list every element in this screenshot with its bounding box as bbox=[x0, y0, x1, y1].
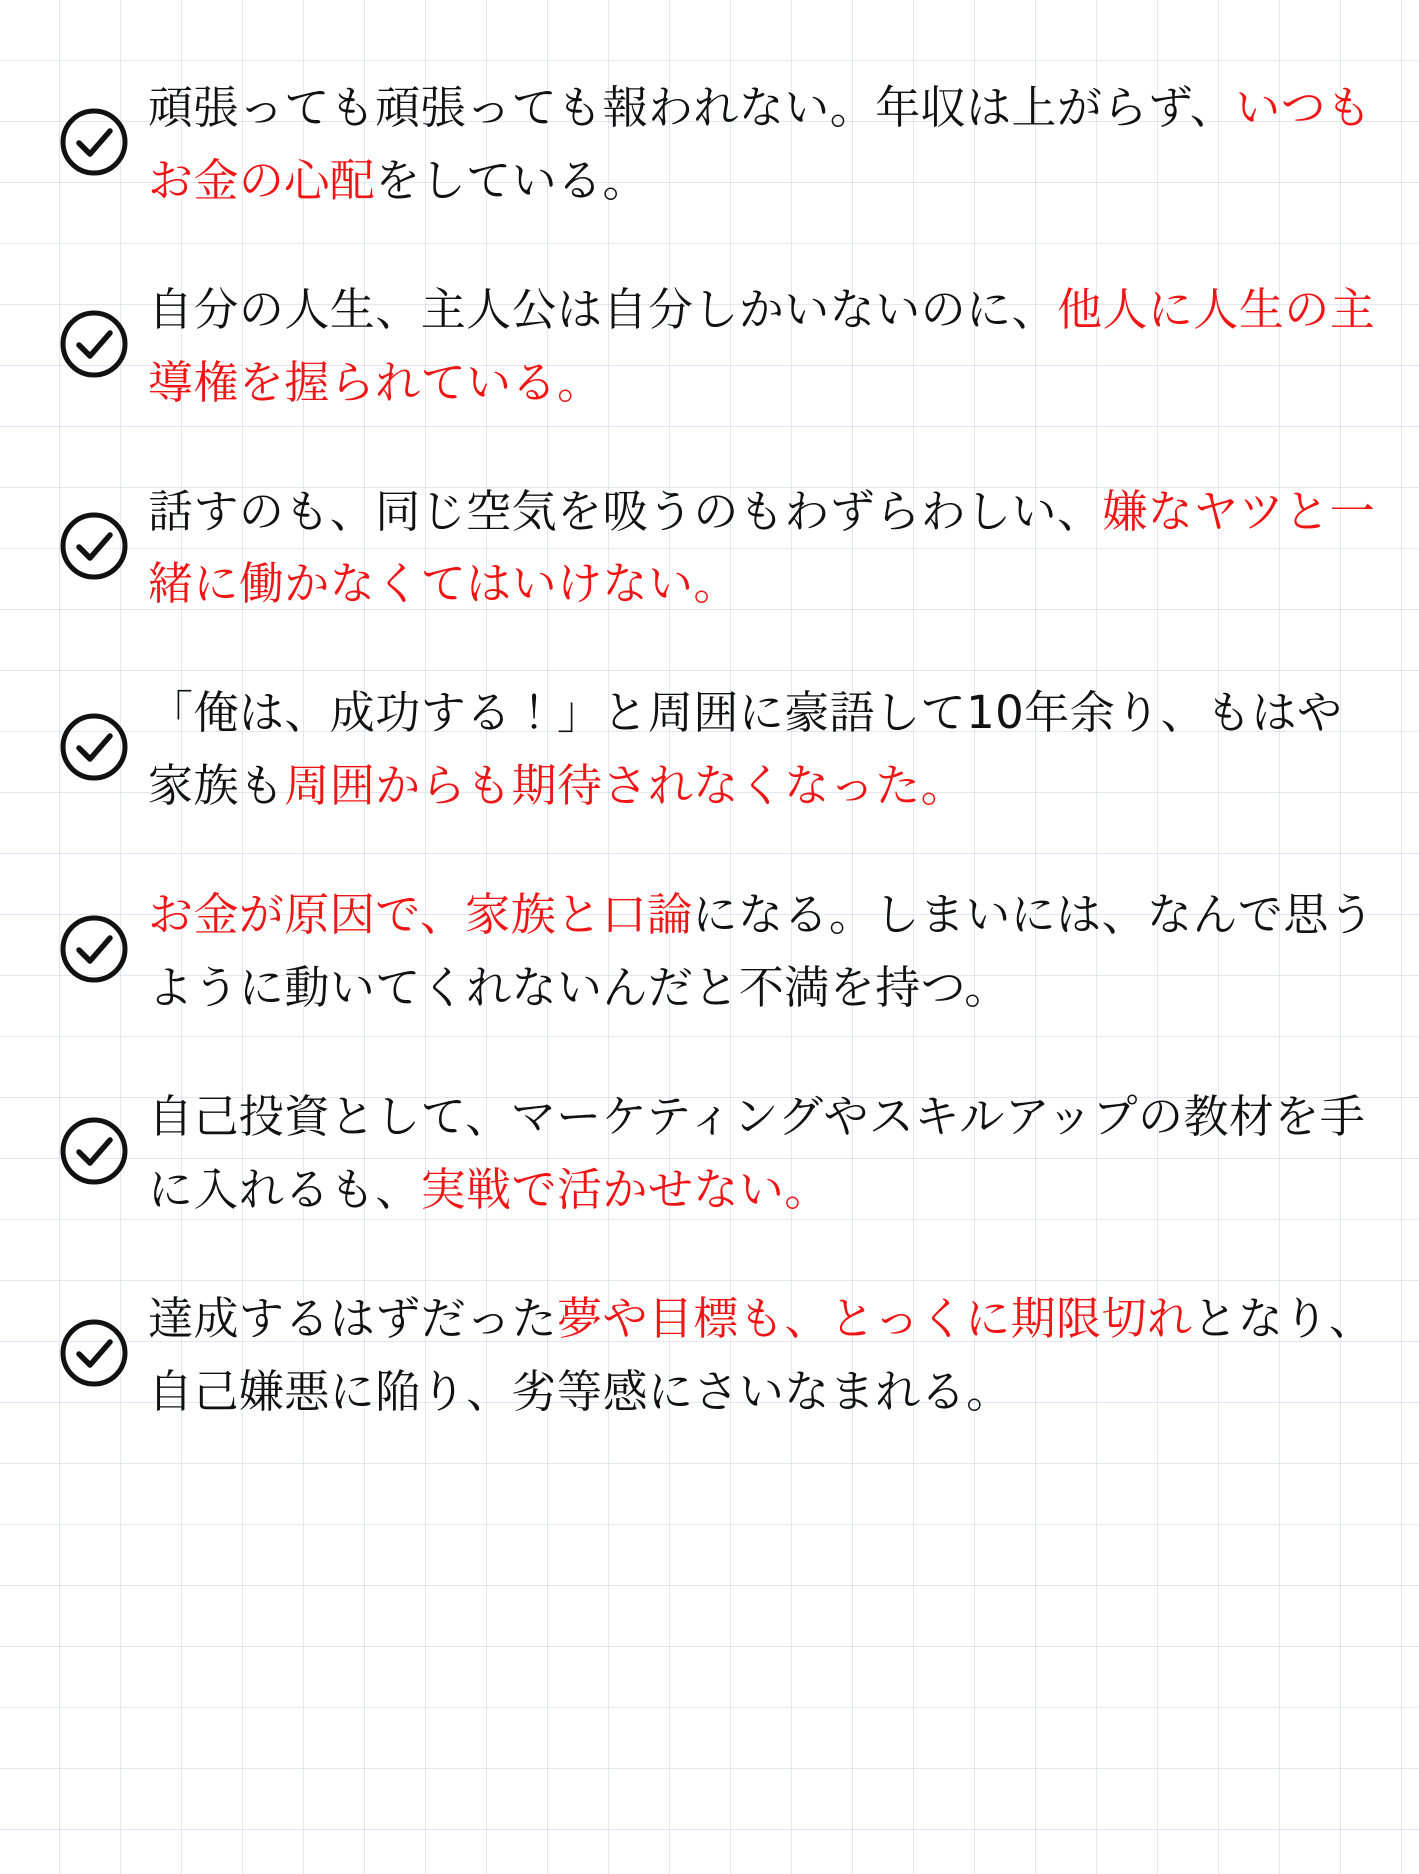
highlighted-text: 周囲からも期待されなくなった。 bbox=[284, 759, 967, 813]
checklist-item-text bbox=[148, 476, 1379, 622]
checklist-item bbox=[40, 1283, 1379, 1429]
highlighted-text: 実戦で活かせない。 bbox=[420, 1162, 830, 1216]
highlighted-text: お金が原因で、家族と口論 bbox=[148, 888, 693, 942]
check-circle-icon bbox=[40, 677, 148, 783]
checklist-item-text bbox=[148, 677, 1379, 823]
checklist-item-text bbox=[148, 274, 1379, 420]
body-text: 話すのも、同じ空気を吸うのもわずらわしい、 bbox=[148, 484, 1103, 538]
check-circle-icon bbox=[40, 879, 148, 985]
body-text: 自分の人生、主人公は自分しかいないのに、 bbox=[148, 282, 1058, 336]
highlighted-text: 嫌なヤツと一緒に働かなくてはいけない。 bbox=[148, 484, 1376, 611]
highlighted-text: 夢や目標も、とっくに期限切れ bbox=[557, 1291, 1193, 1345]
checklist-item bbox=[40, 1081, 1379, 1227]
checklist-item bbox=[40, 677, 1379, 823]
checklist-item-text bbox=[148, 72, 1379, 218]
check-circle-icon bbox=[40, 72, 148, 178]
check-circle-icon bbox=[40, 274, 148, 380]
checklist-item bbox=[40, 274, 1379, 420]
body-text: 自己投資として、マーケティングやスキルアップの教材を手に入れるも、 bbox=[148, 1089, 1366, 1216]
body-text: をしている。 bbox=[375, 153, 648, 207]
body-text: 「俺は、成功する！」と周囲に豪語して10年余り、もはや家族も bbox=[148, 686, 1343, 813]
checklist-item-text bbox=[148, 879, 1379, 1025]
body-text: 頑張っても頑張っても報われない。年収は上がらず、 bbox=[148, 81, 1236, 134]
checklist-item-text bbox=[148, 1081, 1379, 1227]
checklist-item-text bbox=[148, 1283, 1379, 1429]
body-text: となり、自己嫌悪に陥り、劣等感にさいなまれる。 bbox=[148, 1291, 1375, 1418]
check-circle-icon bbox=[40, 1283, 148, 1389]
highlighted-text: 他人に人生の主導権を握られている。 bbox=[148, 282, 1376, 409]
body-text: になる。しまいには、なんで思うように動いてくれないんだと不満を持つ。 bbox=[148, 888, 1375, 1015]
check-circle-icon bbox=[40, 476, 148, 582]
checklist-item bbox=[40, 72, 1379, 218]
body-text: 達成するはずだった bbox=[148, 1291, 558, 1345]
checklist-item bbox=[40, 879, 1379, 1025]
check-circle-icon bbox=[40, 1081, 148, 1187]
checklist-item bbox=[40, 476, 1379, 622]
highlighted-text: いつもお金の心配 bbox=[148, 81, 1372, 207]
